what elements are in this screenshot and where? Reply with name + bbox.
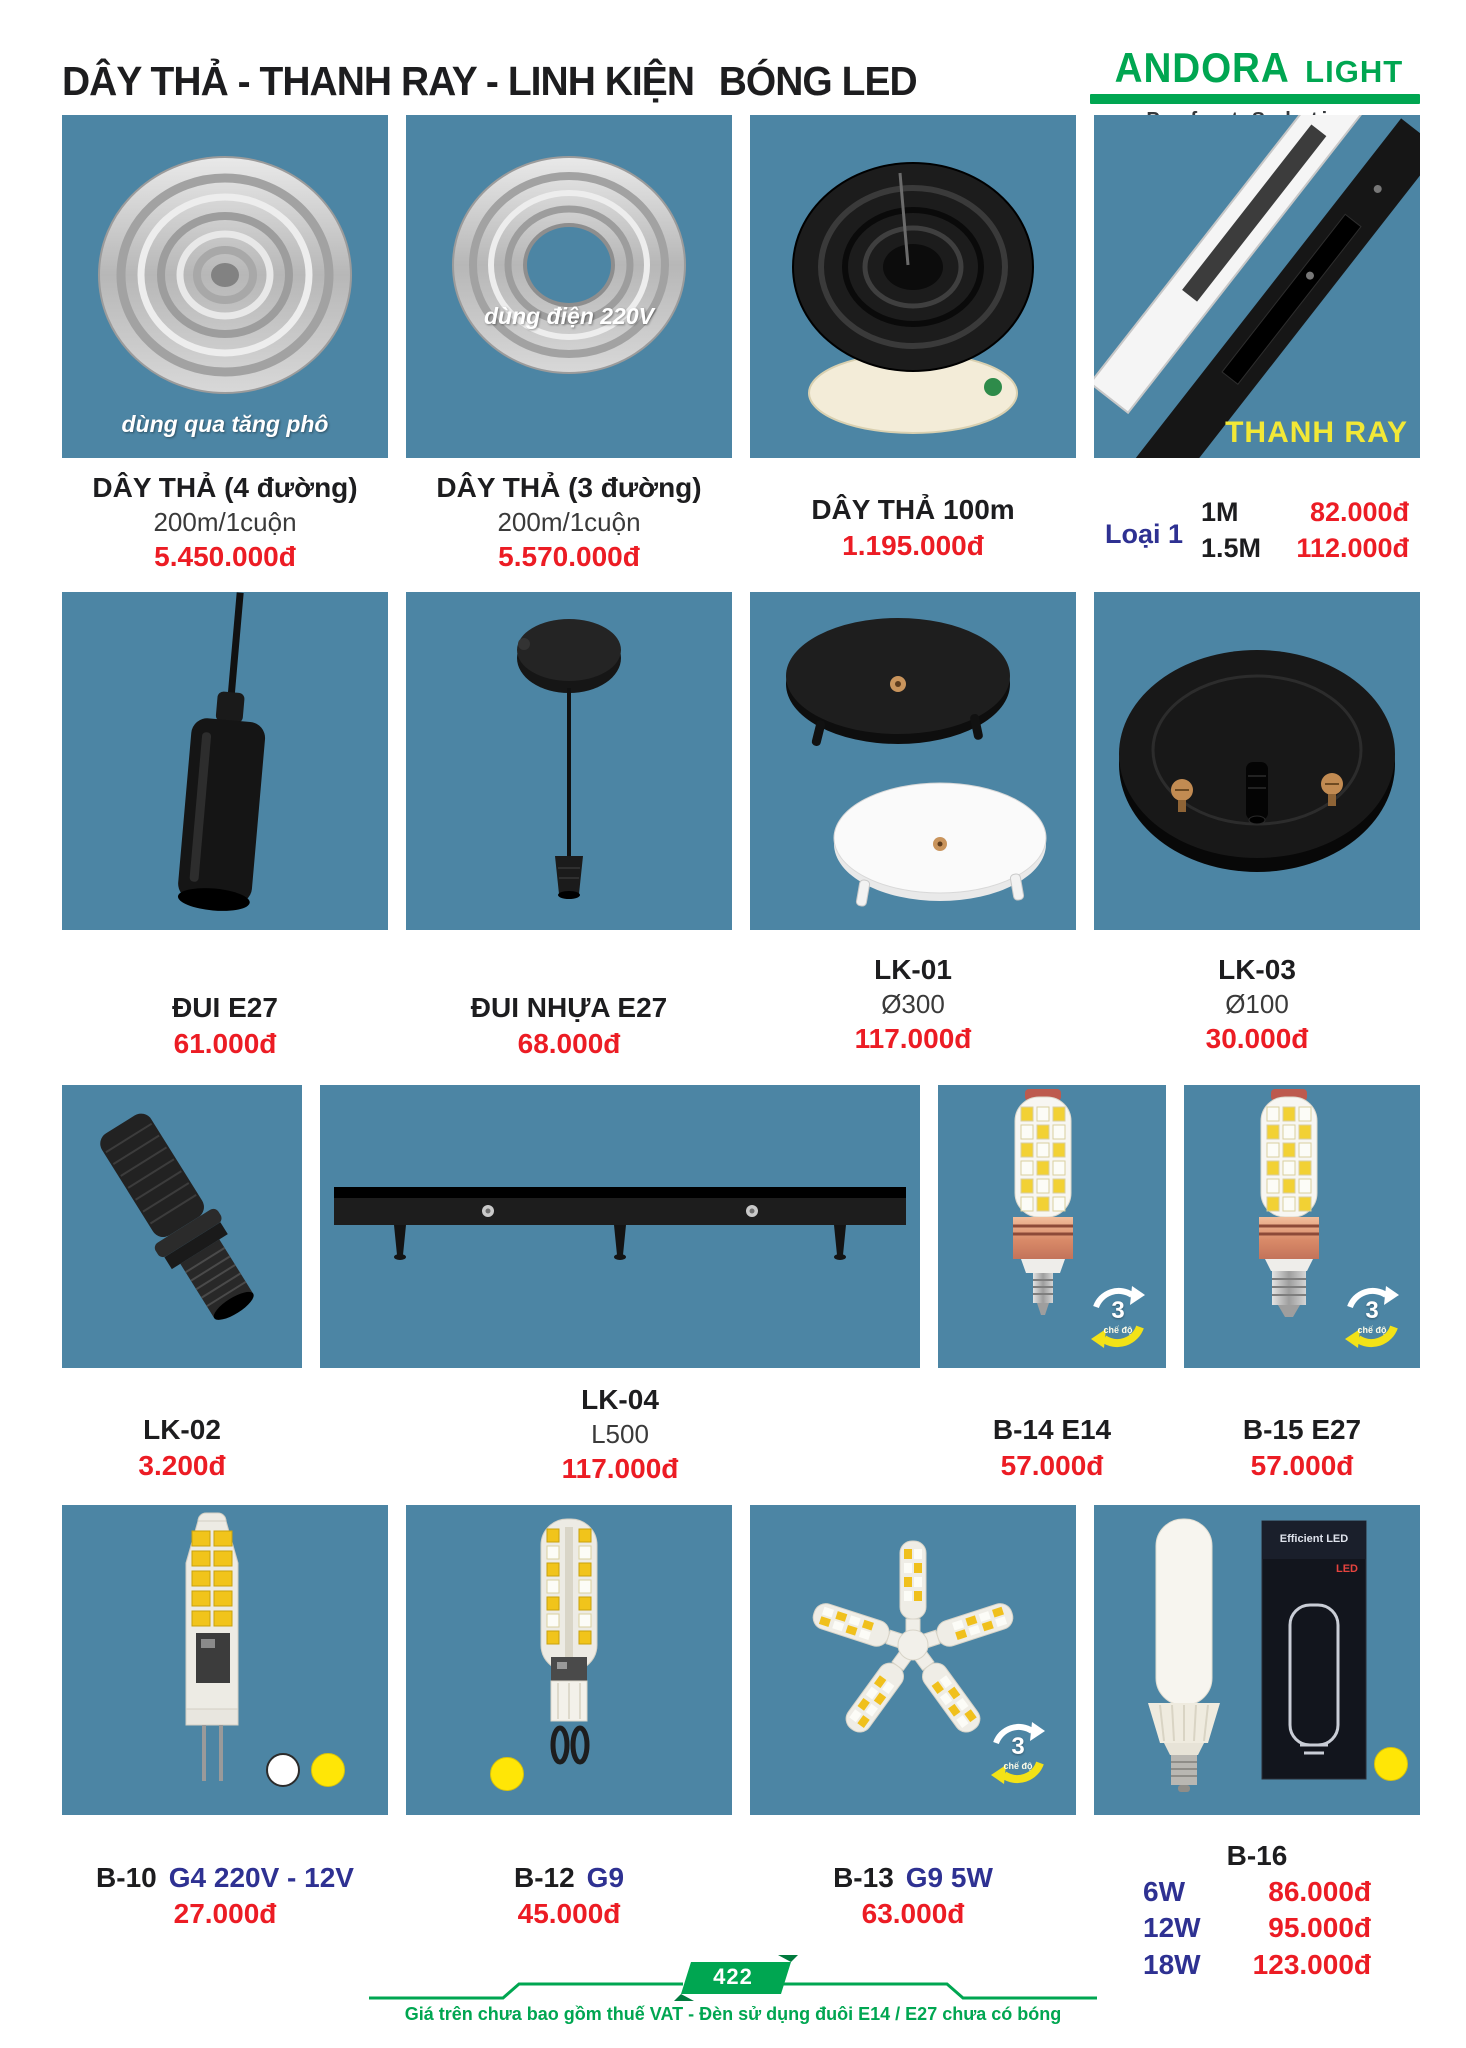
product-price: 45.000đ xyxy=(517,1897,621,1929)
product-price: 57.000đ xyxy=(1000,1449,1104,1481)
variant-price: 82.000đ xyxy=(1309,497,1410,528)
caption-lk-02 xyxy=(62,1382,302,1487)
product-name: B-15 E27 xyxy=(1242,1414,1362,1445)
photo-day-tha-100m xyxy=(750,115,1076,458)
color-option-dot-yellow xyxy=(1374,1747,1408,1781)
product-name: B-10 xyxy=(96,1862,157,1893)
brand-name-suffix: LIGHT xyxy=(1305,54,1404,89)
page-title-right: BÓNG LED xyxy=(718,58,917,104)
variant-size: 1M xyxy=(1201,497,1239,528)
photo-dui-nhua-e27 xyxy=(406,592,732,930)
mode-label: chế độ xyxy=(1003,1761,1033,1771)
page-footer xyxy=(0,1952,1466,2025)
threaded-fitting-graphic xyxy=(62,1085,302,1368)
product-caption-row-2 xyxy=(62,952,1420,1062)
product-price: 3.200đ xyxy=(138,1449,226,1481)
caption-b-14-e14 xyxy=(938,1382,1166,1487)
product-spec: 200m/1cuộn xyxy=(153,506,297,537)
product-name: B-16 xyxy=(1226,1840,1288,1871)
product-name: LK-04 xyxy=(581,1384,659,1415)
mode-label: chế độ xyxy=(1103,1325,1133,1335)
caption-b-15-e27 xyxy=(1184,1382,1420,1487)
product-name: DÂY THẢ (4 đường) xyxy=(92,472,358,503)
product-photo-row-1 xyxy=(62,115,1420,458)
photo-b-12-g9 xyxy=(406,1505,732,1815)
page-title-left: DÂY THẢ - THANH RAY - LINH KIỆN xyxy=(62,58,695,104)
photo-note-ballast: dùng qua tăng phô xyxy=(121,411,329,437)
three-mode-badge xyxy=(1082,1281,1154,1353)
photo-note-220v: dùng điện 220V xyxy=(484,303,654,329)
product-price: 30.000đ xyxy=(1205,1023,1309,1055)
pendant-cord-set-graphic xyxy=(406,592,732,930)
product-variant: G9 xyxy=(586,1862,625,1893)
product-spec: L500 xyxy=(591,1418,649,1449)
mode-count: 3 xyxy=(1011,1733,1025,1760)
page-number: 422 xyxy=(713,1964,753,1989)
mode-label: chế độ xyxy=(1357,1325,1387,1335)
page-number-ribbon xyxy=(353,1952,1113,2004)
product-spec: Ø100 xyxy=(1225,988,1289,1019)
product-caption-row-3 xyxy=(62,1382,1420,1487)
product-price: 117.000đ xyxy=(561,1453,679,1485)
product-price: 61.000đ xyxy=(173,1027,277,1059)
photo-b-10-g4 xyxy=(62,1505,388,1815)
product-price: 63.000đ xyxy=(861,1897,965,1929)
track-rails-graphic xyxy=(1094,115,1420,458)
product-price: 68.000đ xyxy=(517,1027,621,1059)
caption-lk-03 xyxy=(1094,952,1420,1062)
product-photo-row-4 xyxy=(62,1505,1420,1815)
color-option-dot-yellow xyxy=(311,1753,345,1787)
photo-b-16 xyxy=(1094,1505,1420,1815)
ceiling-canopy-pair-graphic xyxy=(750,592,1076,930)
product-variant: G9 5W xyxy=(905,1862,993,1893)
wattage-price: 86.000đ xyxy=(1268,1875,1371,1907)
caption-lk-04 xyxy=(320,1382,920,1487)
product-name: ĐUI E27 xyxy=(172,992,278,1023)
product-name: LK-02 xyxy=(143,1414,221,1445)
photo-b-13-g9-cluster xyxy=(750,1505,1076,1815)
product-price: 27.000đ xyxy=(173,1897,277,1929)
product-name: LK-01 xyxy=(874,954,952,985)
photo-day-tha-4-duong xyxy=(62,115,388,458)
product-price: 117.000đ xyxy=(854,1023,972,1055)
product-variant: G4 220V - 12V xyxy=(168,1862,354,1893)
box-led-mark: LED xyxy=(1336,1563,1358,1575)
wattage-price: 95.000đ xyxy=(1268,1912,1371,1944)
variant-type-label: Loại 1 xyxy=(1104,519,1184,550)
product-photo-row-3 xyxy=(62,1085,1420,1368)
caption-day-tha-100m xyxy=(750,470,1076,575)
product-caption-row-1 xyxy=(62,470,1420,575)
wattage-row xyxy=(1094,1910,1420,1946)
variant-row xyxy=(1201,530,1409,566)
pendant-socket-graphic xyxy=(62,592,388,930)
wattage-row xyxy=(1094,1874,1420,1910)
product-name: ĐUI NHỰA E27 xyxy=(470,992,668,1023)
caption-thanh-ray xyxy=(1094,470,1420,575)
variant-size: 1.5M xyxy=(1201,533,1262,564)
photo-dui-e27 xyxy=(62,592,388,930)
brand-name: ANDORA xyxy=(1114,44,1290,91)
thanh-ray-label: THANH RAY xyxy=(1225,416,1408,449)
photo-lk-02 xyxy=(62,1085,302,1368)
variant-table xyxy=(1201,494,1409,567)
photo-lk-01 xyxy=(750,592,1076,930)
photo-lk-03 xyxy=(1094,592,1420,930)
ceiling-canopy-graphic xyxy=(1094,592,1420,930)
wattage: 6W xyxy=(1143,1875,1185,1907)
clear-wire-coil-graphic xyxy=(406,115,732,458)
variant-price: 112.000đ xyxy=(1296,533,1410,564)
wattage: 12W xyxy=(1143,1912,1201,1944)
mode-count: 3 xyxy=(1365,1297,1379,1324)
mode-count: 3 xyxy=(1111,1297,1125,1324)
box-title: Efficient LED xyxy=(1279,1533,1349,1545)
product-price: 1.195.000đ xyxy=(842,529,984,561)
variant-row xyxy=(1201,494,1409,530)
page-title xyxy=(62,44,917,105)
color-option-dot-yellow xyxy=(490,1757,524,1791)
product-price: 5.570.000đ xyxy=(498,541,640,573)
footer-note: Giá trên chưa bao gồm thuế VAT - Đèn sử dụng đuôi E14 / E27 chưa có bóng xyxy=(404,2004,1062,2024)
photo-b-14-e14 xyxy=(938,1085,1166,1368)
caption-day-tha-3-duong xyxy=(406,470,732,575)
product-spec: 200m/1cuộn xyxy=(497,506,641,537)
product-spec: Ø300 xyxy=(881,988,945,1019)
product-name: DÂY THẢ (3 đường) xyxy=(436,472,702,503)
product-name: DÂY THẢ 100m xyxy=(811,494,1015,525)
photo-lk-04 xyxy=(320,1085,920,1368)
product-name: B-14 E14 xyxy=(992,1414,1112,1445)
three-mode-badge xyxy=(982,1717,1054,1789)
g9-capsule-bulb-graphic xyxy=(406,1505,732,1815)
product-name: B-12 xyxy=(513,1862,575,1893)
photo-day-tha-3-duong xyxy=(406,115,732,458)
stick-led-bulb-and-box-graphic xyxy=(1094,1505,1420,1815)
linear-canopy-bar-graphic xyxy=(320,1085,920,1368)
caption-dui-nhua-e27 xyxy=(406,952,732,1062)
caption-dui-e27 xyxy=(62,952,388,1062)
wattage-price: 123.000đ xyxy=(1252,1948,1371,1980)
photo-b-15-e27 xyxy=(1184,1085,1420,1368)
brand-underline-bar xyxy=(1090,94,1420,104)
wattage: 18W xyxy=(1143,1948,1201,1980)
black-wire-coil-graphic xyxy=(750,115,1076,458)
color-option-dot-white xyxy=(266,1753,300,1787)
product-price: 57.000đ xyxy=(1250,1449,1354,1481)
caption-day-tha-4-duong xyxy=(62,470,388,575)
product-photo-row-2 xyxy=(62,592,1420,930)
clear-wire-coil-graphic xyxy=(62,115,388,458)
caption-lk-01 xyxy=(750,952,1076,1062)
photo-thanh-ray xyxy=(1094,115,1420,458)
product-name: B-13 xyxy=(833,1862,894,1893)
product-name: LK-03 xyxy=(1218,954,1296,985)
three-mode-badge xyxy=(1336,1281,1408,1353)
product-price: 5.450.000đ xyxy=(154,541,296,573)
